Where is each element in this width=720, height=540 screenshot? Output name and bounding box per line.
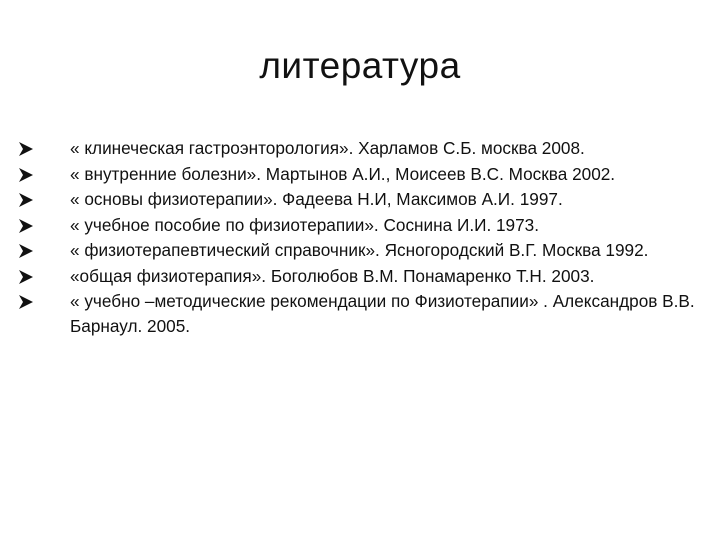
slide-title: литература	[259, 45, 461, 86]
reference-item	[18, 264, 708, 289]
reference-list	[18, 136, 708, 340]
reference-item	[18, 213, 708, 238]
reference-item	[18, 238, 708, 263]
reference-text: « учебно –методические рекомендации по Физиотерапии» . Александров В.В. Барнаул. 2005.	[70, 291, 695, 336]
arrowhead-bullet-icon	[18, 269, 34, 285]
reference-text: « физиотерапевтический справочник». Ясногородский В.Г. Москва 1992.	[70, 240, 649, 260]
reference-item	[18, 289, 708, 339]
reference-text: «общая физиотерапия». Боголюбов В.М. Понамаренко Т.Н. 2003.	[70, 265, 595, 286]
reference-text: « учебное пособие по физиотерапии». Соснина И.И. 1973.	[70, 214, 540, 235]
arrowhead-bullet-icon	[18, 167, 34, 183]
arrowhead-bullet-icon	[18, 294, 34, 310]
arrowhead-bullet-icon	[18, 141, 34, 157]
arrowhead-bullet-icon	[18, 243, 34, 259]
reference-text: « клинеческая гастроэнторология». Харламов С.Б. москва 2008.	[70, 138, 585, 158]
arrowhead-bullet-icon	[18, 192, 34, 208]
reference-item	[18, 136, 708, 161]
arrowhead-bullet-icon	[18, 218, 34, 234]
reference-item	[18, 187, 708, 212]
reference-item	[18, 162, 708, 187]
reference-text: « основы физиотерапии». Фадеева Н.И, Максимов А.И. 1997.	[70, 189, 563, 209]
reference-text: « внутренние болезни». Мартынов А.И., Моисеев В.С. Москва 2002.	[70, 163, 616, 184]
